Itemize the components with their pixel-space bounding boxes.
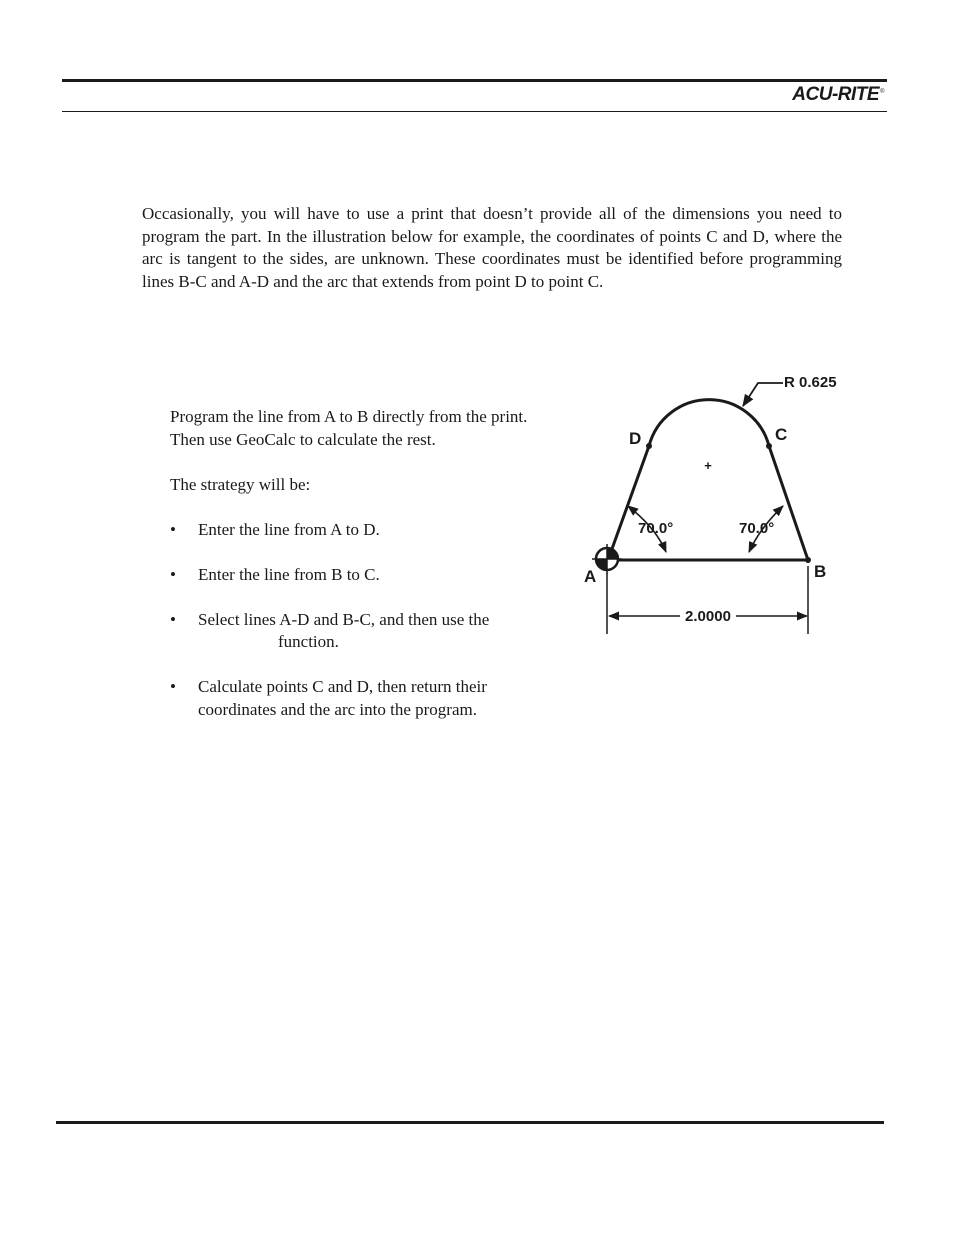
part-drawing (578, 366, 858, 646)
list-item-text: Select lines A-D and B-C, and then use the (198, 609, 490, 629)
point-label-c: C (775, 425, 788, 444)
instruction-paragraph: Program the line from A to B directly from the print. Then use GeoCalc to calculate the rest. (170, 407, 528, 449)
bullet-icon: • (170, 677, 176, 696)
list-item (170, 519, 530, 542)
list-item (170, 564, 530, 587)
brand-logo: ACU-RITE® (792, 84, 884, 105)
radius-label: R 0.625 (784, 374, 837, 391)
header-rule-thin (62, 111, 887, 112)
list-item-text: Enter the line from B to C. (198, 564, 380, 584)
strategy-heading: The strategy will be: (170, 474, 311, 494)
tangent-point-c (766, 443, 772, 449)
bullet-icon: • (170, 519, 176, 539)
intro-paragraph: Occasionally, you will have to use a print that doesn’t provide all of the dimensions you need to program the part. In the illustration below for example, the coordinates of points C and D, where the arc is tangent to the sides, are unknown. These coordinates must be identified before programming lines B-C and A-D and the arc that extends from point D to point C. (142, 204, 842, 291)
bullet-icon: • (170, 609, 176, 629)
width-dimension-label: 2.0000 (685, 608, 731, 625)
arc-center-mark: + (704, 458, 712, 473)
list-item-text: Enter the line from A to D. (198, 519, 380, 539)
list-item (170, 609, 530, 654)
list-item-text-continued: function. (278, 632, 339, 651)
header-rule-thick (62, 79, 887, 82)
angle-label-right: 70.0° (739, 520, 775, 537)
point-b-marker (805, 557, 811, 563)
radius-leader (743, 383, 783, 406)
point-label-d: D (629, 429, 642, 448)
list-item-text: Calculate points C and D, then return their (198, 677, 487, 696)
footer-rule (56, 1121, 884, 1124)
instructions-column (170, 406, 530, 744)
list-item (170, 676, 530, 721)
angle-label-left: 70.0° (638, 520, 674, 537)
strategy-list (170, 519, 530, 722)
bullet-icon: • (170, 564, 176, 584)
list-item-text-continued: coordinates and the arc into the program. (198, 699, 477, 719)
datum-origin-icon (592, 544, 622, 574)
point-label-b: B (814, 562, 827, 581)
point-label-a: A (584, 567, 597, 586)
tangent-point-d (646, 443, 652, 449)
